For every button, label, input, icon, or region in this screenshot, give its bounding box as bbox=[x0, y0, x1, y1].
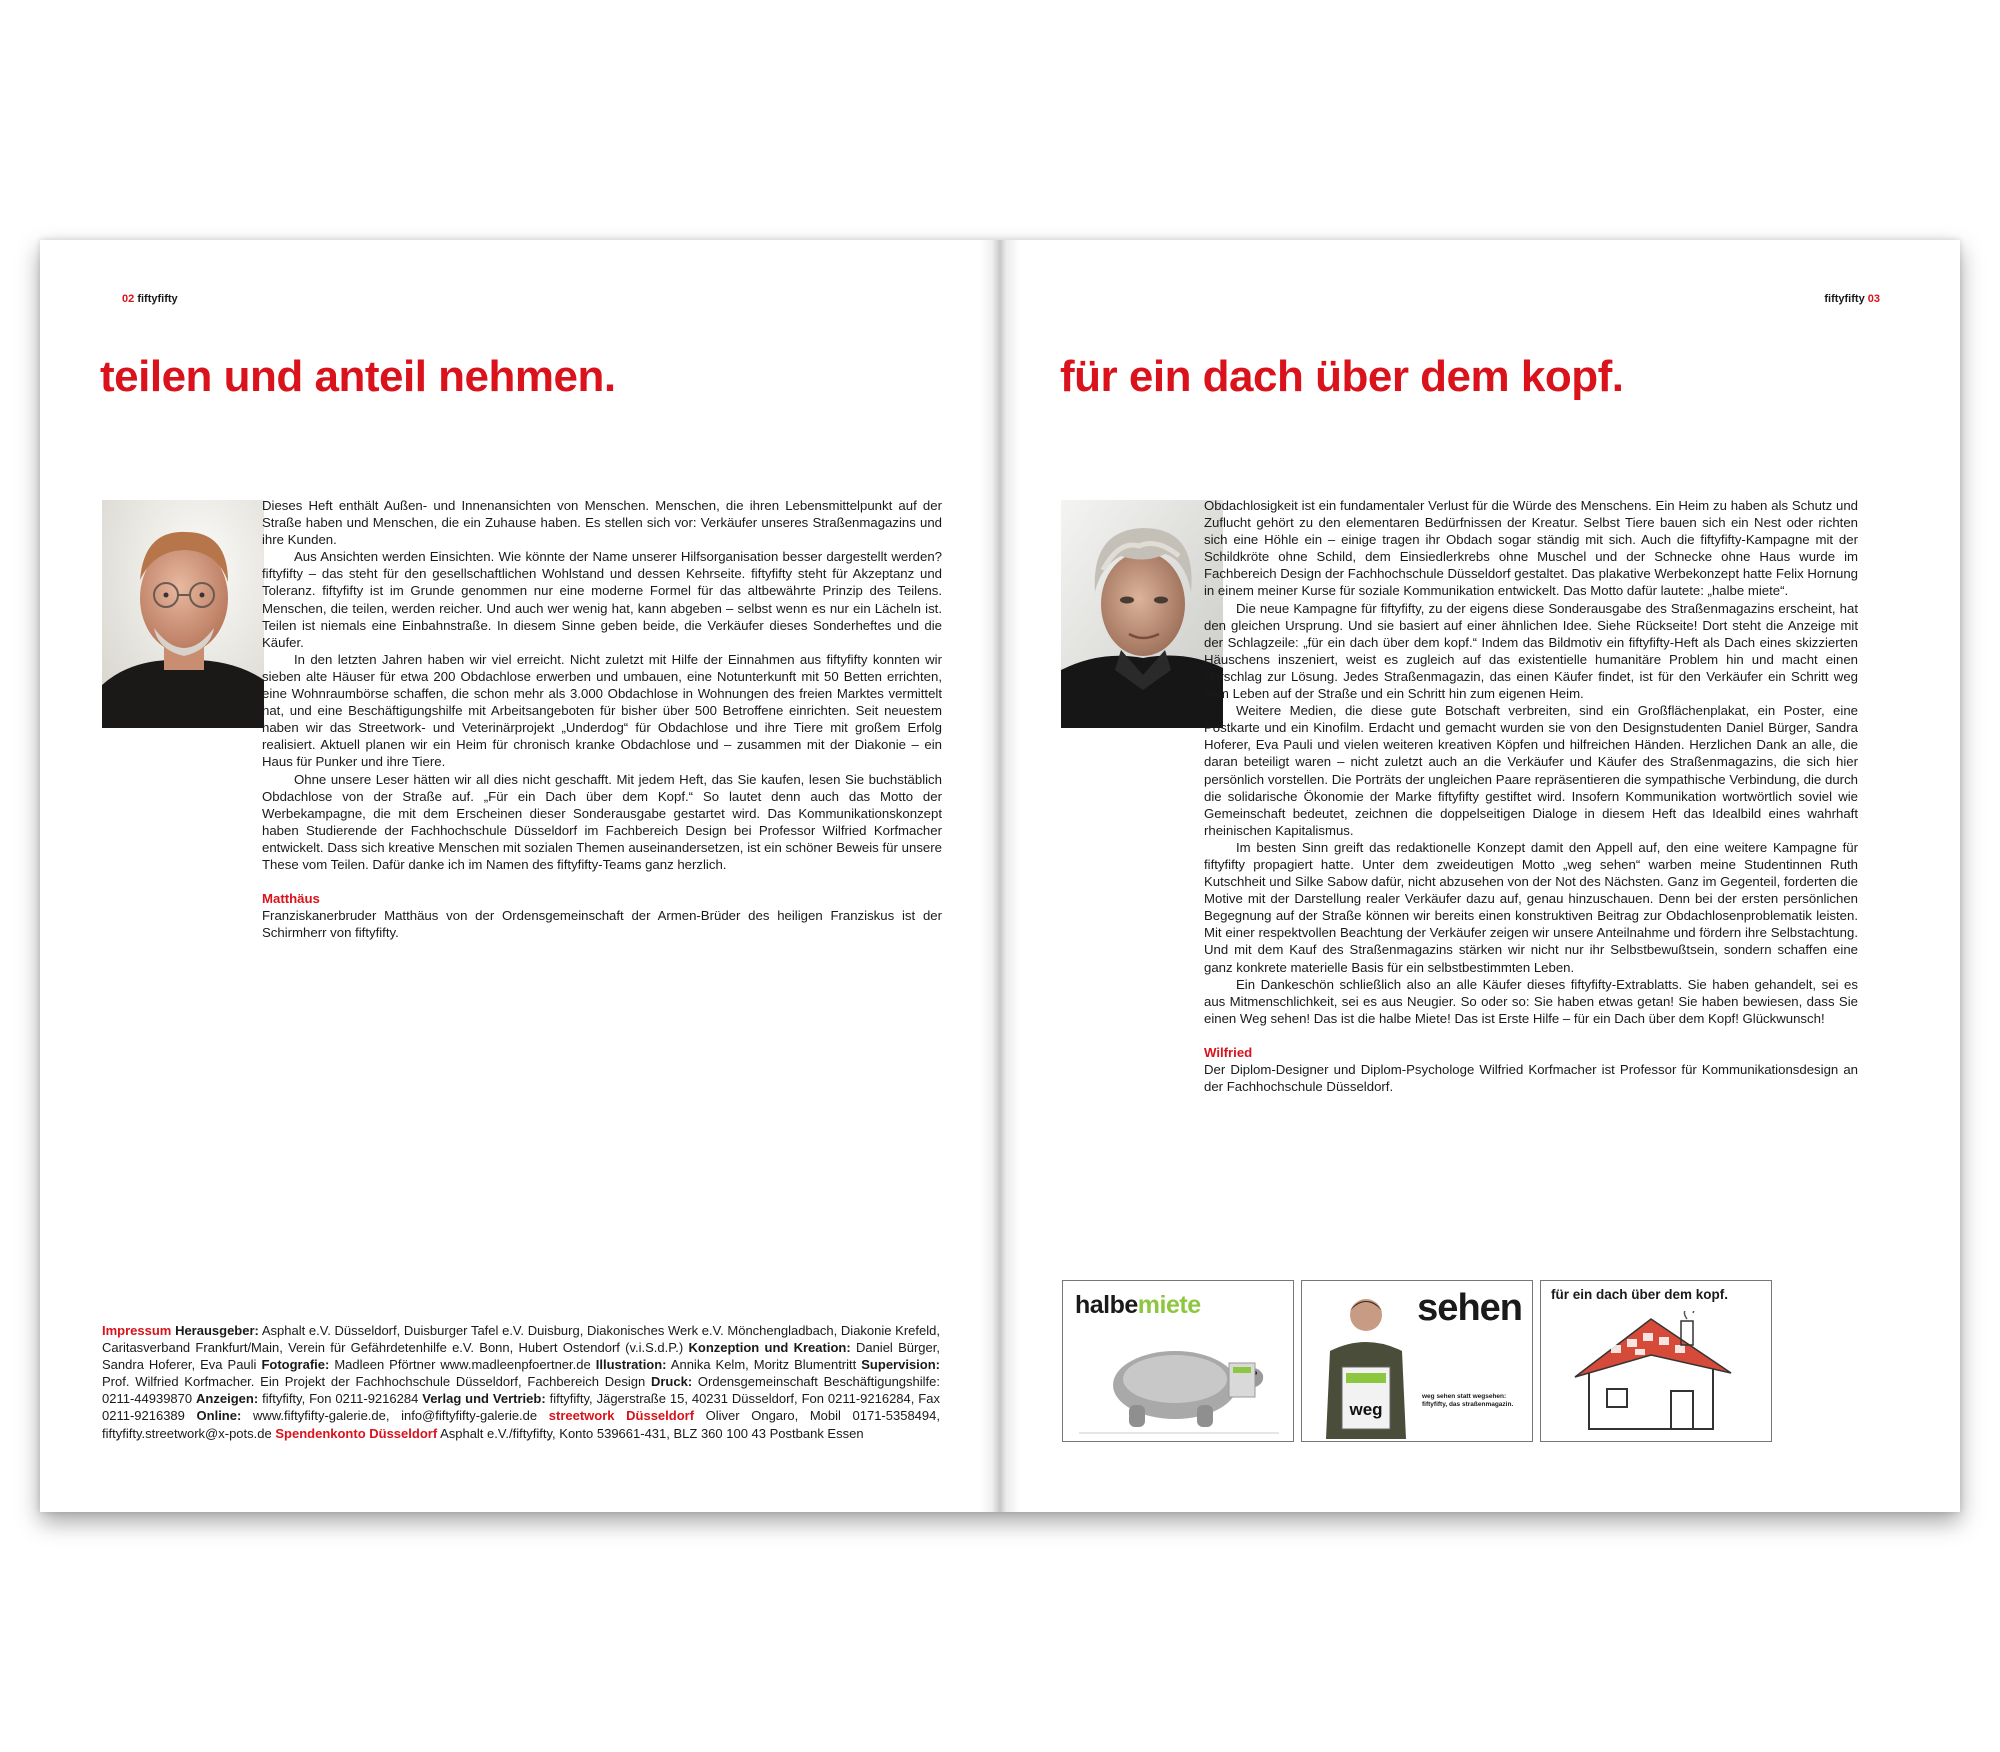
herausgeber-text: Asphalt e.V. Düsseldorf, Duisburger Tafel e.V. Duisburg, Diakonisches Werk e.V. Mönchengladbach, Diakonie Krefeld, Caritasverband Frankfurt/Main, Verein für Gefährdetenhilfe e.V. Bonn, Hubert Ostendorf (v.i.S.d.P.) bbox=[102, 1323, 940, 1356]
page-number: 02 bbox=[122, 293, 135, 305]
ad-title bbox=[1075, 1291, 1201, 1320]
author-signature: Wilfried bbox=[1204, 1044, 1253, 1060]
portrait-wilfried bbox=[1061, 500, 1223, 728]
portrait-matthaeus bbox=[102, 500, 264, 728]
right-page bbox=[1000, 240, 1960, 1512]
body-paragraph: Die neue Kampagne für fiftyfifty, zu der eigens diese Sonderausgabe des Straßenmagazins erscheint, hat den gleichen Ursprung. Und sie basiert auf einer ähnlichen Idee. Siehe Rückseite! Dort steht die Anzeige mit der Schlagzeile: „für ein dach über dem kopf.“ Indem das Bildmotiv ein fiftyfifty-Heft als Dach eines skizzierten Häuschens inszeniert, weist es zugleich auf das existentielle humanitäre Problem hin und macht einen Vorschlag zur Lösung. Jedes Straßenmagazin, das einen Käufer findet, ist für den Verkäufer ein Schritt weg vom Leben auf der Straße und ein Schritt hin zum eigenen Heim. bbox=[1204, 600, 1858, 702]
druck-label: Druck: bbox=[650, 1374, 693, 1390]
page-number: 03 bbox=[1867, 293, 1880, 305]
ad-title-sehen: sehen bbox=[1417, 1287, 1522, 1329]
herausgeber-label: Herausgeber: bbox=[175, 1323, 259, 1338]
body-paragraph: Ein Dankeschön schließlich also an alle Käufer dieses fiftyfifty-Extrablatts. Sie haben gehandelt, sei es aus Mitmenschlichkeit, sei es aus Neugier. So oder so: Sie haben etwas getan! Sie haben bewiesen, dass Sie einen Weg sehen! Das ist die halbe Miete! Das ist Erste Hilfe – für ein Dach über dem Kopf! Glückwunsch! bbox=[1204, 976, 1858, 1026]
streetwork-text: Oliver Ongaro, Mobil 0171-5358494, fiftyfifty.streetwork@x-pots.de bbox=[102, 1408, 940, 1441]
folio-title: fiftyfifty bbox=[137, 293, 178, 305]
ad-weg-text: weg bbox=[1349, 1400, 1383, 1419]
impressum-block bbox=[102, 1322, 940, 1442]
spendenkonto-label: Spendenkonto Düsseldorf bbox=[275, 1425, 438, 1441]
body-paragraph: Aus Ansichten werden Einsichten. Wie könnte der Name unserer Hilfsorganisation besser dargestellt werden? fiftyfifty – das steht für den gesellschaftlichen Wohlstand und dessen Kehrseite. fiftyfifty steht für Akzeptanz und Toleranz. fiftyfifty ist im Grunde genommen nur eine moderne Formel für das altbewährte Prinzip des Teilens. Menschen, die teilen, werden reicher. Und auch wer wenig hat, kann abgeben – selbst wenn es nur ein Lächeln ist. Teilen ist niemals eine Einbahnstraße. In diesem Sinne geben beide, die Verkäufer dieses Sonderheftes und die Käufer. bbox=[262, 549, 942, 650]
turtle-illustration bbox=[1079, 1323, 1279, 1435]
left-page bbox=[40, 240, 1000, 1512]
left-folio bbox=[122, 293, 178, 305]
body-paragraph: Obdachlosigkeit ist ein fundamentaler Verlust für die Würde des Menschens. Ein Heim zu haben als Schutz und Zuflucht gehört zu den elementaren Bedürfnissen der Kreatur. Selbst Tiere bauen sich ein Nest oder richten sich eine Höhle ein – einige tragen ihr Obdach sogar ständig mit sich. Auch die fiftyfifty-Kampagne mit der Schildkröte ohne Schild, dem Einsiedlerkrebs ohne Muschel und der Schnecke ohne Haus wurde im Fachbereich Design der Fachhochschule Düsseldorf gestaltet. Das plakative Werbekonzept hatte Felix Hornung in einem meiner Kurse für soziale Kommunikation entwickelt. Das Motto dafür lautete: „halbe miete“. bbox=[1204, 498, 1858, 599]
page-headline: für ein dach über dem kopf. bbox=[1060, 352, 1624, 401]
ad-title-halbe: halbe bbox=[1075, 1291, 1138, 1319]
impressum-label: Impressum bbox=[102, 1323, 172, 1338]
streetwork-label: streetwork Düsseldorf bbox=[548, 1408, 695, 1424]
campaign-halbe-miete-ad bbox=[1062, 1280, 1294, 1442]
fotografie-text: Madleen Pförtner www.madleenpfoertner.de bbox=[334, 1357, 591, 1373]
verlag-label: Verlag und Vertrieb: bbox=[422, 1391, 546, 1407]
body-paragraph: Weitere Medien, die diese gute Botschaft verbreiten, sind ein Großflächenplakat, ein Poster, eine Postkarte und ein Kinofilm. Erdacht und gemacht wurden sie von den Designstudenten Daniel Bürger, Sandra Hoferer, Eva Pauli und vielen weiteren kreativen Köpfen und hilfreichen Händen. Herzlichen Dank an alle, die daran beteiligt waren – nicht zuletzt auch an die Verkäufer und Käufer des Straßenmagazins, die sich hier persönlich vorstellen. Die Porträts der ungleichen Paare repräsentieren die sympathische Verbindung, die durch die solidarische Ökonomie der Marke fiftyfifty gestiftet wird. Insofern Kommunikation wortwörtlich soviel wie Gemeinschaft bedeutet, zeichnen die doppelseitigen Dialoge in diesem Heft das Idealbild eines wahrhaft rheinischen Kapitalismus. bbox=[1204, 703, 1858, 838]
campaign-dach-ad bbox=[1540, 1280, 1772, 1442]
right-body-text bbox=[1204, 497, 1858, 1095]
ad-weg-caption: weg sehen statt wegsehen: fiftyfifty, das straßenmagazin. bbox=[1422, 1393, 1514, 1408]
ad-title-dach: für ein dach über dem kopf. bbox=[1551, 1287, 1729, 1302]
illustration-label: Illustration: bbox=[595, 1357, 667, 1373]
vendor-photo bbox=[1316, 1289, 1416, 1439]
body-paragraph: Ohne unsere Leser hätten wir all dies nicht geschafft. Mit jedem Heft, das Sie kaufen, lesen Sie buchstäblich Obdachlose von der Straße auf. „Für ein Dach über dem Kopf.“ So lautet denn auch das Motto der Werbekampagne, die mit dem Erscheinen dieser Sonderausgabe gestartet wird. Das Kommunikationskonzept haben Studierende der Fachhochschule Düsseldorf im Fachbereich Design bei Professor Wilfried Korfmacher entwickelt. Dass sich kreative Menschen mit sozialen Themen auseinandersetzen, ist ein schöner Beweis für unsere These vom Teilen. Dafür danke ich im Namen des fiftyfifty-Teams ganz herzlich. bbox=[262, 771, 942, 872]
author-note: Franziskanerbruder Matthäus von der Ordensgemeinschaft der Armen-Brüder des heiligen Franziskus ist der Schirmherr von fiftyfifty. bbox=[262, 908, 942, 941]
body-paragraph: Dieses Heft enthält Außen- und Innenansichten von Menschen. Menschen, die ihren Lebensmittelpunkt auf der Straße haben und Menschen, die ein Zuhause haben. Es stellen sich vor: Verkäufer unseres Straßenmagazins und ihre Kunden. bbox=[262, 498, 942, 548]
right-folio bbox=[1824, 293, 1880, 305]
house-sketch-illustration bbox=[1571, 1311, 1741, 1437]
anzeigen-label: Anzeigen: bbox=[196, 1391, 259, 1407]
illustration-text: Annika Kelm, Moritz Blumentritt bbox=[670, 1357, 857, 1373]
body-paragraph: Im besten Sinn greift das redaktionelle Konzept damit den Appell auf, den eine weitere Kampagne für fiftyfifty propagiert hatte. Unter dem zweideutigen Motto „weg sehen“ warben meine Studentinnen Ruth Kutschheit und Silke Sabow dafür, nicht abzusehen von der Not des Nächsten. Ganz im Gegenteil, forderten die Motive mit der Darstellung realer Verkäufer dazu auf, genau hinzuschauen. Denn bei der ersten persönlichen Begegnung auf der Straße können wir bereits einen konstruktiven Beitrag zur Obdachlosenproblematik leisten. Mit einer respektvollen Beachtung der Verkäufer zeigen wir unsere Anteilnahme und fördern ihre Selbstachtung. Und mit dem Kauf des Straßenmagazins stärken wir nicht nur ihr Selbstbewußtsein, sondern schaffen eine ganz konkrete materielle Basis für ein selbstbestimmten Leben. bbox=[1204, 839, 1858, 975]
left-body-text bbox=[262, 497, 942, 941]
campaign-weg-sehen-ad bbox=[1301, 1280, 1533, 1442]
supervision-text: Prof. Wilfried Korfmacher. Ein Projekt der Fachhochschule Düsseldorf, Fachbereich Design bbox=[102, 1374, 646, 1390]
magazine-spread bbox=[40, 240, 1960, 1512]
page-headline: teilen und anteil nehmen. bbox=[100, 352, 616, 401]
konzeption-label: Konzeption und Kreation: bbox=[688, 1340, 851, 1356]
author-note: Der Diplom-Designer und Diplom-Psychologe Wilfried Korfmacher ist Professor für Kommunikationsdesign an der Fachhochschule Düsseldorf. bbox=[1204, 1062, 1858, 1095]
author-signature: Matthäus bbox=[262, 891, 320, 907]
body-paragraph: In den letzten Jahren haben wir viel erreicht. Nicht zuletzt mit Hilfe der Einnahmen aus fiftyfifty konnten wir sieben alte Häuser für etwa 200 Obdachlose erwerben und umbauen, eine Notunterkunft mit 50 Betten errichten, eine Wohnraumbörse schaffen, die schon mehr als 3.000 Obdachlose in Wohnungen des freien Marktes vermittelt hat, und eine Beschäftigungshilfe mit Arbeitsangeboten für bisher über 500 Betroffene einrichten. Seit neuestem haben wir das Streetwork- und Veterinärprojekt „Underdog“ für Obdachlose und ihre Tiere mit großem Erfolg realisiert. Aktuell planen wir ein Heim für chronisch kranke Obdachlose und – zusammen mit der Diakonie – ein Haus für Punker und ihre Tiere. bbox=[262, 651, 942, 770]
fotografie-label: Fotografie: bbox=[261, 1357, 330, 1373]
folio-title: fiftyfifty bbox=[1824, 293, 1865, 305]
verlag-text: fiftyfifty, Jägerstraße 15, 40231 Düsseldorf, Fon 0211-9216284, Fax 0211-9216389 bbox=[102, 1391, 940, 1424]
anzeigen-text: fiftyfifty, Fon 0211-9216284 bbox=[262, 1391, 419, 1407]
supervision-label: Supervision: bbox=[861, 1357, 941, 1373]
konzeption-text: Daniel Bürger, Sandra Hoferer, Eva Pauli bbox=[102, 1340, 940, 1373]
online-label: Online: bbox=[196, 1408, 242, 1424]
spine-shadow bbox=[980, 240, 1020, 1512]
spendenkonto-text: Asphalt e.V./fiftyfifty, Konto 539661-431, BLZ 360 100 43 Postbank Essen bbox=[440, 1425, 864, 1441]
ad-title-miete: miete bbox=[1137, 1291, 1201, 1319]
druck-text: Ordensgemeinschaft Beschäftigungshilfe: 0211-44939870 bbox=[102, 1374, 940, 1407]
online-text: www.fiftyfifty-galerie.de, info@fiftyfifty-galerie.de bbox=[252, 1408, 538, 1424]
